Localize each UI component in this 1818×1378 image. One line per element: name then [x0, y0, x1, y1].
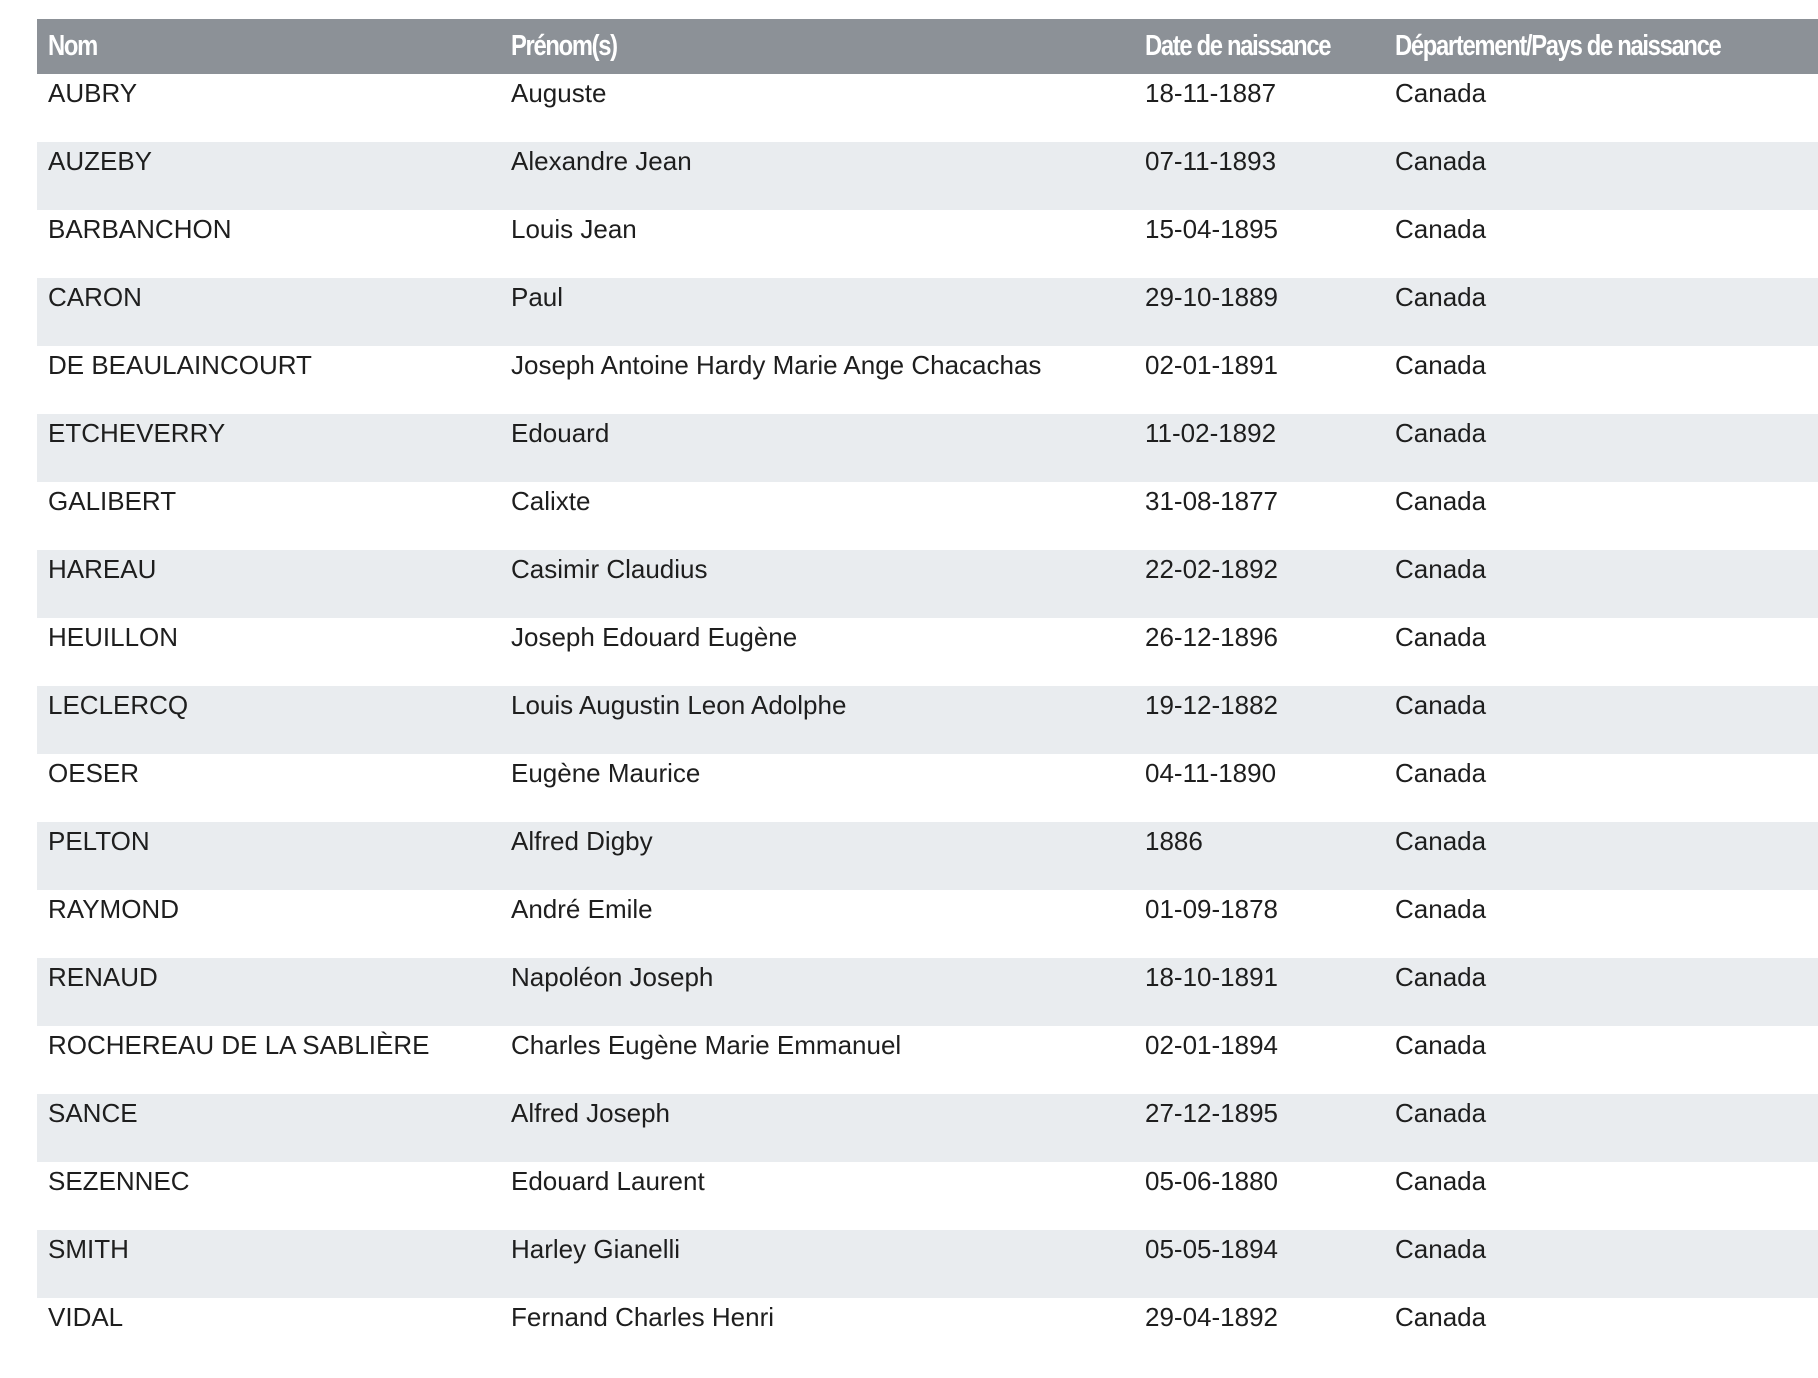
cell-prenom: Casimir Claudius [511, 554, 708, 584]
cell-pays-naissance: Canada [1395, 1302, 1487, 1332]
cell-pays-naissance: Canada [1395, 78, 1487, 108]
records-table [37, 19, 1818, 1366]
table-row [37, 1026, 1818, 1094]
cell-date-naissance: 07-11-1893 [1145, 146, 1277, 176]
cell-prenom: Eugène Maurice [511, 758, 701, 788]
cell-nom: AUBRY [48, 78, 138, 108]
cell-date-naissance: 02-01-1891 [1145, 350, 1278, 380]
cell-nom: AUZEBY [48, 146, 153, 176]
cell-prenom: Louis Jean [511, 214, 637, 244]
cell-pays-naissance: Canada [1395, 554, 1487, 584]
table-row [37, 822, 1818, 890]
cell-prenom: Alfred Digby [511, 826, 653, 856]
cell-date-naissance: 05-06-1880 [1145, 1166, 1278, 1196]
cell-date-naissance: 29-10-1889 [1145, 282, 1278, 312]
cell-pays-naissance: Canada [1395, 690, 1487, 720]
header-nom-label: Nom [48, 30, 97, 62]
cell-date-naissance: 04-11-1890 [1145, 758, 1277, 788]
header-pays-label: Département/Pays de naissance [1395, 30, 1721, 62]
cell-prenom: Calixte [511, 486, 591, 516]
cell-pays-naissance: Canada [1395, 214, 1487, 244]
cell-prenom: Auguste [511, 78, 607, 108]
cell-nom: PELTON [48, 826, 150, 856]
cell-prenom: Alfred Joseph [511, 1098, 670, 1128]
table-row [37, 550, 1818, 618]
table-row [37, 346, 1818, 414]
cell-nom: ETCHEVERRY [48, 418, 226, 448]
cell-date-naissance: 18-11-1887 [1145, 78, 1277, 108]
cell-date-naissance: 15-04-1895 [1145, 214, 1278, 244]
cell-nom: CARON [48, 282, 142, 312]
cell-pays-naissance: Canada [1395, 1098, 1487, 1128]
cell-prenom: Harley Gianelli [511, 1234, 681, 1264]
cell-prenom: Edouard Laurent [511, 1166, 705, 1196]
table-row [37, 754, 1818, 822]
table-row [37, 278, 1818, 346]
table-row [37, 890, 1818, 958]
cell-nom: BARBANCHON [48, 214, 232, 244]
header-prenom-label: Prénom(s) [511, 30, 617, 62]
table-row [37, 482, 1818, 550]
cell-prenom: Louis Augustin Leon Adolphe [511, 690, 847, 720]
cell-date-naissance: 05-05-1894 [1145, 1234, 1278, 1264]
cell-nom: DE BEAULAINCOURT [48, 350, 312, 380]
cell-pays-naissance: Canada [1395, 962, 1487, 992]
cell-pays-naissance: Canada [1395, 146, 1487, 176]
cell-nom: HEUILLON [48, 622, 179, 652]
cell-date-naissance: 29-04-1892 [1145, 1302, 1278, 1332]
cell-pays-naissance: Canada [1395, 350, 1487, 380]
cell-pays-naissance: Canada [1395, 826, 1487, 856]
cell-prenom: Napoléon Joseph [511, 962, 714, 992]
cell-date-naissance: 31-08-1877 [1145, 486, 1278, 516]
cell-pays-naissance: Canada [1395, 758, 1487, 788]
table-row [37, 1094, 1818, 1162]
cell-prenom: Edouard [511, 418, 610, 448]
table-row [37, 414, 1818, 482]
cell-pays-naissance: Canada [1395, 1166, 1487, 1196]
cell-date-naissance: 11-02-1892 [1145, 418, 1277, 448]
cell-nom: RENAUD [48, 962, 158, 992]
cell-pays-naissance: Canada [1395, 1234, 1487, 1264]
cell-prenom: Charles Eugène Marie Emmanuel [511, 1030, 902, 1060]
header-prenom[interactable] [500, 19, 1134, 74]
table-row [37, 210, 1818, 278]
cell-prenom: Paul [511, 282, 564, 312]
cell-prenom: André Emile [511, 894, 653, 924]
cell-prenom: Alexandre Jean [511, 146, 692, 176]
cell-pays-naissance: Canada [1395, 418, 1487, 448]
cell-pays-naissance: Canada [1395, 282, 1487, 312]
table-row [37, 1230, 1818, 1298]
table-row [37, 958, 1818, 1026]
cell-nom: LECLERCQ [48, 690, 189, 720]
cell-date-naissance: 27-12-1895 [1145, 1098, 1278, 1128]
cell-date-naissance: 19-12-1882 [1145, 690, 1278, 720]
cell-date-naissance: 02-01-1894 [1145, 1030, 1278, 1060]
cell-date-naissance: 22-02-1892 [1145, 554, 1278, 584]
header-date-naissance[interactable] [1134, 19, 1384, 74]
cell-nom: SEZENNEC [48, 1166, 190, 1196]
cell-nom: RAYMOND [48, 894, 179, 924]
cell-pays-naissance: Canada [1395, 622, 1487, 652]
table-row [37, 142, 1818, 210]
cell-date-naissance: 1886 [1145, 826, 1203, 856]
cell-date-naissance: 18-10-1891 [1145, 962, 1278, 992]
table-row [37, 74, 1818, 142]
header-pays-naissance[interactable] [1384, 19, 1818, 74]
header-date-label: Date de naissance [1145, 30, 1331, 62]
table-body [37, 74, 1818, 1366]
table-row [37, 618, 1818, 686]
cell-prenom: Joseph Antoine Hardy Marie Ange Chacachas [511, 350, 1042, 380]
header-row [37, 19, 1818, 74]
cell-nom: SMITH [48, 1234, 129, 1264]
cell-pays-naissance: Canada [1395, 1030, 1487, 1060]
cell-nom: VIDAL [48, 1302, 124, 1332]
table-row [37, 686, 1818, 754]
cell-prenom: Joseph Edouard Eugène [511, 622, 798, 652]
cell-date-naissance: 26-12-1896 [1145, 622, 1278, 652]
cell-pays-naissance: Canada [1395, 894, 1487, 924]
table-header [37, 19, 1818, 74]
cell-nom: OESER [48, 758, 140, 788]
table-row [37, 1162, 1818, 1230]
cell-nom: GALIBERT [48, 486, 177, 516]
header-nom[interactable] [37, 19, 500, 74]
cell-nom: ROCHEREAU DE LA SABLIÈRE [48, 1030, 430, 1060]
table-row [37, 1298, 1818, 1366]
cell-prenom: Fernand Charles Henri [511, 1302, 775, 1332]
cell-date-naissance: 01-09-1878 [1145, 894, 1278, 924]
cell-nom: HAREAU [48, 554, 157, 584]
cell-nom: SANCE [48, 1098, 138, 1128]
cell-pays-naissance: Canada [1395, 486, 1487, 516]
